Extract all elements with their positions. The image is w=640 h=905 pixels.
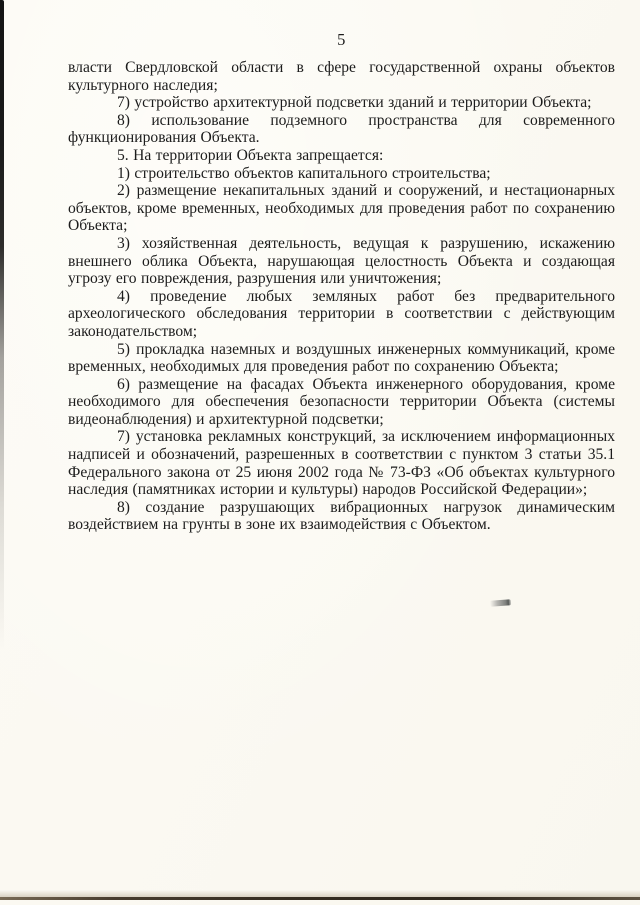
list-item-5-prohibited: 5) прокладка наземных и воздушных инженерных коммуникаций, кроме временных, необходимых для проведения работ по сохранению Объекта; [68, 340, 615, 376]
scan-artifact-bottom-shade [0, 890, 640, 897]
list-item-2-prohibited: 2) размещение некапитальных зданий и сооружений, и нестационарных объектов, кроме временных, необходимых для проведения работ по сохранению Объекта; [68, 182, 615, 235]
list-item-1-prohibited: 1) строительство объектов капитального строительства; [117, 164, 491, 182]
list-item-8-prohibited: 8) создание разрушающих вибрационных нагрузок динамическим воздействием на грунты в зоне их взаимодействия с Объектом. [68, 498, 615, 534]
list-item-7-allowed: 7) устройство архитектурной подсветки зданий и территории Объекта; [117, 94, 592, 112]
list-item-3-prohibited: 3) хозяйственная деятельность, ведущая к разрушению, искажению внешнего облика Объекта, нарушающая целостность Объекта и создающая угрозу его повреждения, разрушения или уничтожения; [68, 234, 615, 288]
document-body [68, 59, 615, 534]
list-item-4-prohibited: 4) проведение любых земляных работ без предварительного археологического обследования территории в соответствии с действующим законодательством; [68, 287, 615, 340]
paragraph-continuation: власти Свердловской области в сфере государственной охраны объектов культурного наследия; [68, 59, 615, 94]
page-number: 5 [337, 30, 346, 49]
list-item-7-prohibited: 7) установка рекламных конструкций, за исключением информационных надписей и обозначений, разрешенных в соответствии с пунктом 3 статьи 35.1 Федерального закона от 25 июня 2002 года № 73-ФЗ «Об объектах культурного наследия (памятниках истории и культуры) народов Российской Федерации»; [68, 428, 615, 499]
list-item-8-allowed: 8) использование подземного пространства для современного функционирования Объекта. [68, 111, 615, 147]
scan-artifact-smudge [490, 599, 511, 606]
scan-artifact-left-edge [0, 0, 4, 650]
section-5-heading: 5. На территории Объекта запрещается: [117, 146, 384, 164]
scan-artifact-bottom-line [0, 897, 640, 900]
list-item-6-prohibited: 6) размещение на фасадах Объекта инженерного оборудования, кроме необходимого для обеспечения безопасности территории Объекта (системы видеонаблюдения) и архитектурной подсветки; [68, 375, 615, 428]
